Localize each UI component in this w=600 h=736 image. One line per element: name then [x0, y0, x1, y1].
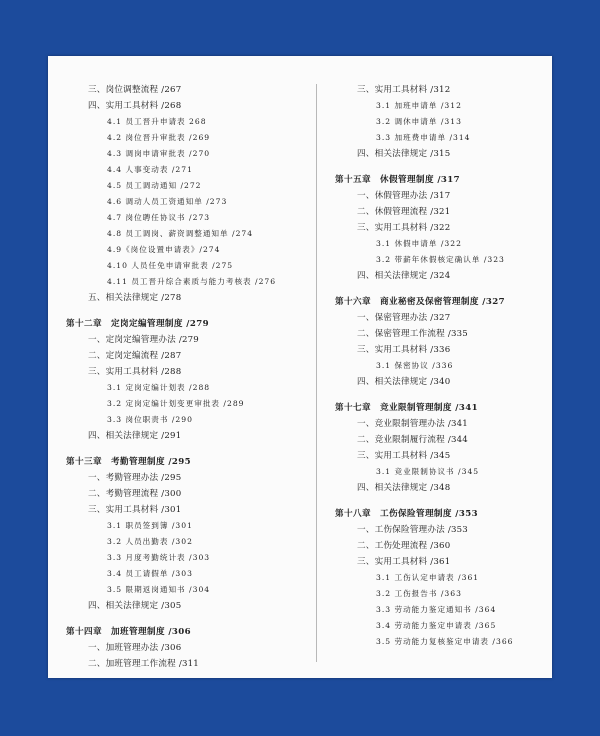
section-gap [66, 306, 314, 316]
toc-left-column [66, 82, 314, 672]
toc-section-entry: 四、相关法律规定 /348 [357, 483, 451, 493]
toc-subsection-entry: 3.4 员工请假单 /303 [107, 569, 193, 578]
toc-subsection-entry: 3.1 保密协议 /336 [376, 361, 454, 370]
toc-subsection-entry: 4.3 调岗申请审批表 /270 [107, 149, 211, 158]
toc-subsection-entry: 3.4 劳动能力鉴定申请表 /365 [376, 621, 497, 630]
toc-subsection-entry: 4.5 员工调动通知 /272 [107, 181, 202, 190]
toc-section-entry: 三、实用工具材料 /336 [357, 345, 451, 355]
section-gap [66, 614, 314, 624]
toc-subsection-entry: 3.2 调休申请单 /313 [376, 117, 462, 126]
toc-subsection-entry: 4.2 岗位晋升审批表 /269 [107, 133, 211, 142]
toc-section-entry: 四、相关法律规定 /324 [357, 271, 451, 281]
toc-chapter-heading: 第十二章 定岗定编管理制度 /279 [66, 319, 209, 329]
toc-section-entry: 三、岗位调整流程 /267 [88, 85, 182, 95]
toc-subsection-entry: 3.2 带薪年休假核定确认单 /323 [376, 255, 505, 264]
toc-section-entry: 二、保密管理工作流程 /335 [357, 329, 468, 339]
toc-subsection-entry: 4.1 员工晋升申请表 268 [107, 117, 207, 126]
toc-subsection-entry: 4.9《岗位设置申请表》/274 [107, 245, 221, 254]
toc-section-entry: 二、考勤管理流程 /300 [88, 489, 182, 499]
toc-section-entry: 三、实用工具材料 /288 [88, 367, 182, 377]
section-gap [335, 496, 545, 506]
toc-section-entry: 四、相关法律规定 /315 [357, 149, 451, 159]
toc-section-entry: 三、实用工具材料 /312 [357, 85, 451, 95]
toc-section-entry: 一、定岗定编管理办法 /279 [88, 335, 199, 345]
section-gap [335, 390, 545, 400]
toc-subsection-entry: 3.1 职员签到簿 /301 [107, 521, 193, 530]
toc-section-entry: 一、竞业限制管理办法 /341 [357, 419, 468, 429]
toc-section-entry: 一、保密管理办法 /327 [357, 313, 451, 323]
toc-subsection-entry: 3.5 劳动能力复核鉴定申请表 /366 [376, 637, 514, 646]
column-divider [316, 84, 317, 662]
toc-section-entry: 一、加班管理办法 /306 [88, 643, 182, 653]
toc-chapter-heading: 第十六章 商业秘密及保密管理制度 /327 [335, 297, 505, 307]
toc-section-entry: 一、考勤管理办法 /295 [88, 473, 182, 483]
toc-subsection-entry: 3.3 岗位职责书 /290 [107, 415, 193, 424]
toc-section-entry: 四、实用工具材料 /268 [88, 101, 182, 111]
section-gap [335, 284, 545, 294]
toc-subsection-entry: 4.7 岗位聘任协议书 /273 [107, 213, 211, 222]
toc-section-entry: 三、实用工具材料 /345 [357, 451, 451, 461]
toc-section-entry: 二、竞业限制履行流程 /344 [357, 435, 468, 445]
toc-section-entry: 三、实用工具材料 /322 [357, 223, 451, 233]
toc-subsection-entry: 4.6 调动人员工资通知单 /273 [107, 197, 228, 206]
toc-section-entry: 三、实用工具材料 /301 [88, 505, 182, 515]
toc-subsection-entry: 3.1 定岗定编计划表 /288 [107, 383, 211, 392]
toc-subsection-entry: 3.2 人员出勤表 /302 [107, 537, 193, 546]
toc-section-entry: 五、相关法律规定 /278 [88, 293, 182, 303]
toc-section-entry: 二、工伤处理流程 /360 [357, 541, 451, 551]
toc-subsection-entry: 4.4 人事变动表 /271 [107, 165, 193, 174]
toc-subsection-entry: 3.1 加班申请单 /312 [376, 101, 462, 110]
toc-section-entry: 二、加班管理工作流程 /311 [88, 659, 199, 669]
section-gap [335, 162, 545, 172]
toc-section-entry: 一、休假管理办法 /317 [357, 191, 451, 201]
toc-subsection-entry: 3.2 定岗定编计划变更审批表 /289 [107, 399, 245, 408]
toc-subsection-entry: 4.11 员工晋升综合素质与能力考核表 /276 [107, 277, 277, 286]
toc-subsection-entry: 3.1 工伤认定申请表 /361 [376, 573, 480, 582]
toc-subsection-entry: 3.2 工伤报告书 /363 [376, 589, 462, 598]
toc-subsection-entry: 3.3 劳动能力鉴定通知书 /364 [376, 605, 497, 614]
toc-subsection-entry: 4.8 员工调岗、薪资调整通知单 /274 [107, 229, 254, 238]
document-page [48, 56, 552, 678]
toc-section-entry: 一、工伤保险管理办法 /353 [357, 525, 468, 535]
toc-right-column [335, 82, 545, 650]
toc-section-entry: 四、相关法律规定 /291 [88, 431, 182, 441]
toc-subsection-entry: 3.5 限期返岗通知书 /304 [107, 585, 211, 594]
toc-subsection-entry: 3.3 加班费申请单 /314 [376, 133, 471, 142]
toc-chapter-heading: 第十五章 休假管理制度 /317 [335, 175, 461, 185]
section-gap [66, 444, 314, 454]
toc-subsection-entry: 3.1 竞业限制协议书 /345 [376, 467, 480, 476]
toc-chapter-heading: 第十三章 考勤管理制度 /295 [66, 457, 192, 467]
toc-section-entry: 四、相关法律规定 /305 [88, 601, 182, 611]
toc-subsection-entry: 4.10 人员任免申请审批表 /275 [107, 261, 234, 270]
toc-section-entry: 四、相关法律规定 /340 [357, 377, 451, 387]
toc-chapter-heading: 第十八章 工伤保险管理制度 /353 [335, 509, 478, 519]
toc-section-entry: 二、休假管理流程 /321 [357, 207, 451, 217]
toc-section-entry: 二、定岗定编流程 /287 [88, 351, 182, 361]
toc-subsection-entry: 3.1 休假申请单 /322 [376, 239, 462, 248]
toc-chapter-heading: 第十四章 加班管理制度 /306 [66, 627, 192, 637]
toc-chapter-heading: 第十七章 竞业限制管理制度 /341 [335, 403, 478, 413]
toc-subsection-entry: 3.3 月度考勤统计表 /303 [107, 553, 211, 562]
toc-section-entry: 三、实用工具材料 /361 [357, 557, 451, 567]
